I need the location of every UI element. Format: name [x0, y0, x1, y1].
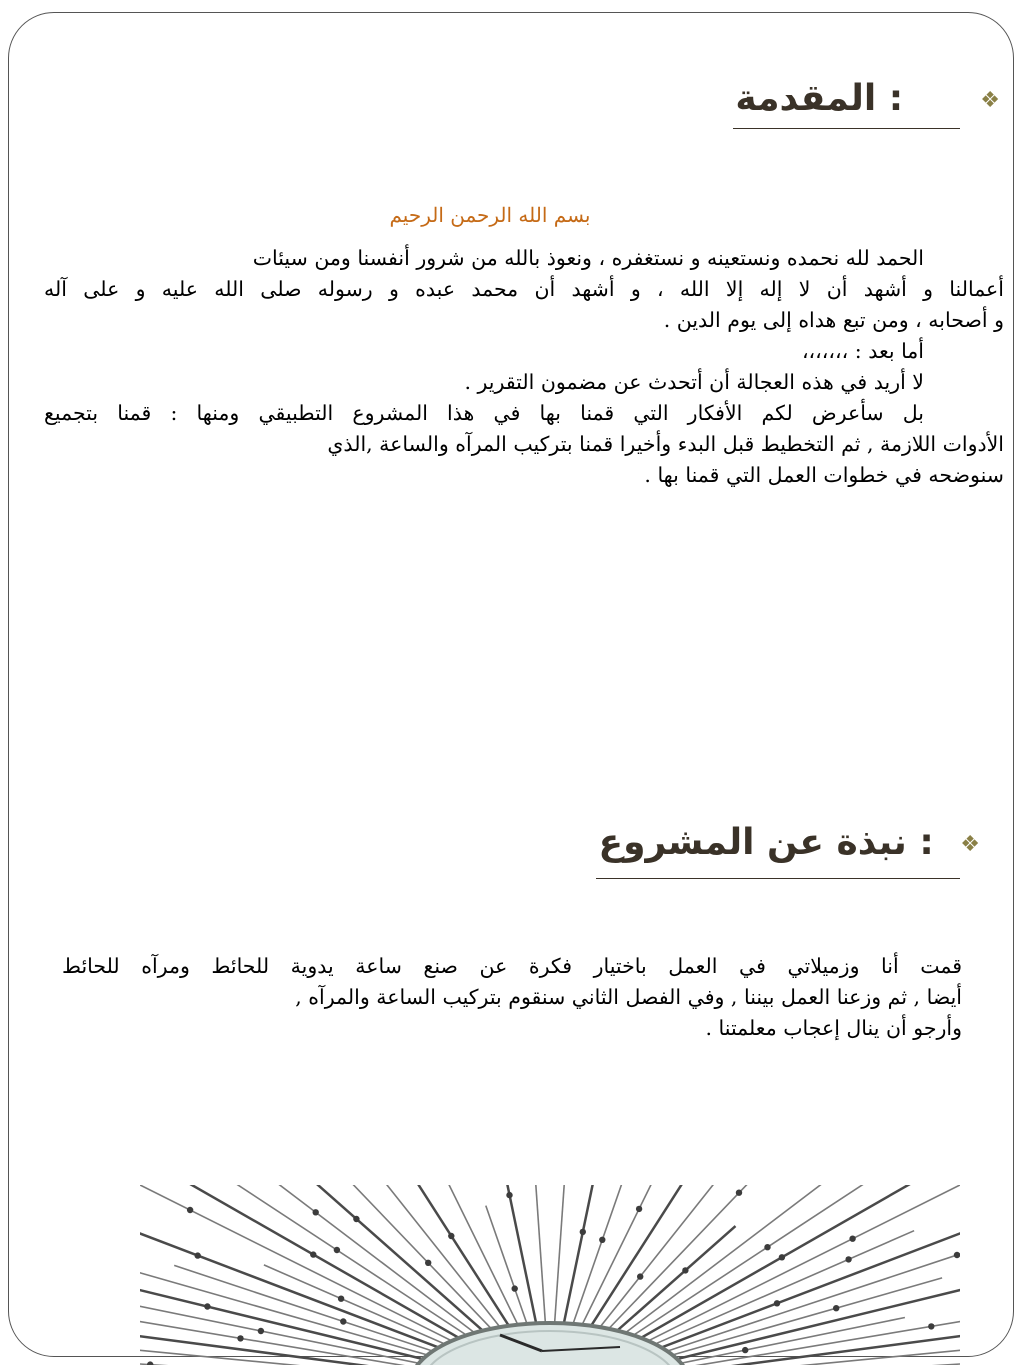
clock-ray-bead — [147, 1361, 153, 1365]
about-heading-underline — [596, 878, 960, 879]
intro-line: الأدوات اللازمة , ثم التخطيط قبل البدء وأخيرا قمنا بتركيب المرآه والساعة ,الذي — [327, 432, 1004, 456]
clock-ray-bead — [448, 1233, 454, 1239]
intro-line: أما بعد : ،،،،،،، — [801, 339, 924, 363]
clock-ray-bead — [849, 1236, 855, 1242]
clock-ray-bead — [340, 1318, 346, 1324]
intro-line: بل سأعرض لكم الأفكار التي قمنا بها في هذا المشروع التطبيقي ومنها : قمنا بتجميع — [44, 401, 924, 425]
clock-ray-bead — [425, 1260, 431, 1266]
clock-ray-bead — [187, 1207, 193, 1213]
intro-heading-text: : المقدمة — [735, 78, 904, 119]
basmala: بسم الله الرحمن الرحيم — [389, 203, 591, 227]
clock-ray-bead — [779, 1254, 785, 1260]
clock-ray-bead — [736, 1190, 742, 1196]
clock-ray-bead — [636, 1206, 642, 1212]
four-diamond-bullet-icon: ❖ — [960, 831, 980, 857]
clock-ray-bead — [313, 1209, 319, 1215]
clock-ray-bead — [845, 1256, 851, 1262]
intro-paragraph — [44, 243, 1004, 491]
clock-ray-bead — [928, 1323, 934, 1329]
clock-ray-bead — [512, 1285, 518, 1291]
clock-ray-bead — [237, 1335, 243, 1341]
clock-face — [410, 1323, 690, 1365]
sunburst-clock-image — [140, 1185, 960, 1365]
intro-heading — [735, 78, 1000, 119]
four-diamond-bullet-icon: ❖ — [980, 87, 1000, 113]
clock-ray-bead — [506, 1192, 512, 1198]
clock-ray-bead — [682, 1267, 688, 1273]
clock-ray-bead — [742, 1347, 748, 1353]
intro-line: الحمد لله نحمده ونستعينه و نستغفره ، ونعوذ بالله من شرور أنفسنا ومن سيئات — [252, 246, 924, 270]
intro-line: سنوضحه في خطوات العمل التي قمنا بها . — [644, 463, 1004, 487]
about-line: وأرجو أن ينال إعجاب معلمتنا . — [705, 1016, 962, 1040]
about-heading — [598, 822, 980, 863]
intro-line: أعمالنا و أشهد أن لا إله إلا الله ، و أشهد أن محمد عبده و رسوله صلى الله عليه و على آله — [44, 277, 1004, 301]
clock-ray-bead — [204, 1303, 210, 1309]
clock-ray-bead — [637, 1273, 643, 1279]
clock-ray-bead — [195, 1252, 201, 1258]
about-line: قمت أنا وزميلاتي في العمل باختيار فكرة عن صنع ساعة يدوية للحائط ومرآه للحائط — [62, 954, 962, 978]
intro-line: لا أريد في هذه العجالة أن أتحدث عن مضمون التقرير . — [464, 370, 924, 394]
clock-ray-bead — [774, 1300, 780, 1306]
clock-ray-bead — [334, 1247, 340, 1253]
about-line: أيضا , ثم وزعنا العمل بيننا , وفي الفصل الثاني سنقوم بتركيب الساعة والمرآه , — [295, 985, 962, 1009]
clock-ray-bead — [954, 1252, 960, 1258]
clock-ray-bead — [833, 1305, 839, 1311]
about-paragraph — [62, 951, 962, 1044]
intro-heading-underline — [733, 128, 960, 129]
clock-ray-bead — [310, 1251, 316, 1257]
clock-ray-bead — [258, 1328, 264, 1334]
clock-ray-bead — [599, 1237, 605, 1243]
clock-ray-bead — [338, 1296, 344, 1302]
intro-line: و أصحابه ، ومن تبع هداه إلى يوم الدين . — [663, 308, 1004, 332]
about-heading-text: : نبذة عن المشروع — [598, 822, 934, 863]
clock-ray-bead — [764, 1244, 770, 1250]
clock-ray-bead — [353, 1216, 359, 1222]
clock-ray-bead — [580, 1229, 586, 1235]
